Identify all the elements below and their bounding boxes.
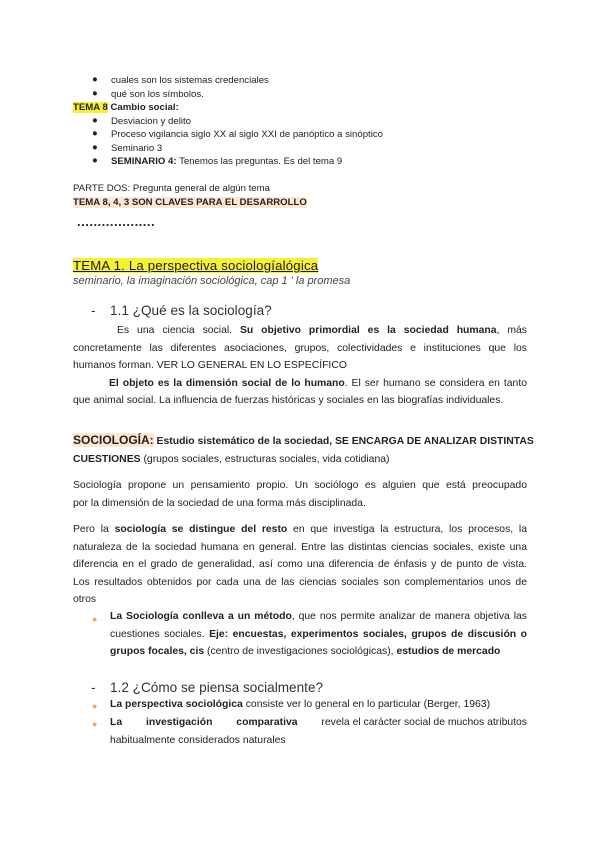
list-item: cuales son los sistemas credenciales (111, 75, 269, 86)
paragraph-sociologia-2 (73, 521, 527, 609)
text-line (73, 432, 534, 451)
list-item (110, 714, 527, 749)
bullet-dot: ● (92, 142, 98, 153)
text-line (110, 714, 527, 732)
list-item: qué son los símbolos. (111, 89, 204, 100)
sociologia-word: SOCIOLOGÍA: (73, 433, 154, 447)
text-line (110, 608, 527, 626)
list-item: Proceso vigilancia siglo XX al siglo XXI de panóptico a sinóptico (111, 129, 383, 140)
text-line: concretamente las diferentes asociaciones, grupos, colectividades e instituciones que los (73, 342, 527, 354)
text-line (73, 322, 527, 340)
bullet-dot: ● (92, 701, 98, 711)
paragraph-sociologia-1 (73, 477, 527, 512)
paragraph-1-1-a (73, 322, 527, 410)
bullet-dot: ● (92, 115, 98, 126)
parte-dos: PARTE DOS: Pregunta general de algún tema (73, 183, 270, 194)
tema1-title (73, 258, 318, 273)
section-heading-1-2: 1.2 ¿Cómo se piensa socialmente? (110, 680, 324, 695)
bullet-dot: ● (92, 155, 98, 166)
bold-span: La perspectiva sociológica (110, 699, 243, 710)
bold-span: La (110, 717, 123, 728)
bold-span: CUESTIONES (73, 453, 141, 465)
claves-note (73, 196, 307, 209)
text-span: , más (496, 325, 528, 336)
list-item: Desviacion y delito (111, 116, 191, 127)
text-line: humanos forman. VER LO GENERAL EN LO ESPECÍFICO (73, 360, 347, 372)
bold-span: Estudio sistemático de la sociedad, SE ENCARGA DE ANALIZAR DISTINTAS (153, 436, 534, 447)
bold-span: La Sociología conlleva a un método (110, 611, 292, 622)
list-item (111, 155, 342, 168)
text-span: (centro de investigaciones sociológicas), (204, 646, 397, 658)
text-line: por la dimensión de la sociedad de una forma más disciplinada. (73, 497, 366, 509)
text-span: consiste ver lo general en lo particular (Berger, 1963) (242, 699, 491, 710)
list-item (110, 696, 527, 714)
bullet-dot: ● (92, 74, 98, 85)
section-dash: - (91, 303, 96, 318)
section-heading-1-1: 1.1 ¿Qué es la sociología? (110, 303, 272, 318)
text-line: naturaleza de la sociedad humana en general. Entre las distintas ciencias sociales, existe una (73, 541, 527, 553)
text-span: cuestiones sociales. (110, 628, 210, 640)
text-span: en que investiga la estructura, los procesos, la (287, 524, 528, 535)
text-span: (grupos sociales, estructuras sociales, vida cotidiana) (140, 453, 390, 465)
seminar-text: Tenemos las preguntas. Es del tema 9 (176, 156, 343, 167)
bold-span: Eje: encuestas, experimentos sociales, grupos de discusión o (209, 628, 527, 640)
text-line: Sociología propone un pensamiento propio. Un sociólogo es alguien que está preocupado (73, 480, 527, 491)
bold-span: comparativa (236, 717, 298, 728)
text-span: Es una ciencia social. (117, 325, 240, 336)
tema8-label: TEMA 8 (73, 102, 108, 113)
seminar-label: SEMINARIO 4: (111, 156, 177, 167)
bold-span: estudios de mercado (396, 646, 501, 658)
text-line: que animal social. La influencia de fuerzas históricas y sociales en las biografías individuales. (73, 395, 504, 407)
text-line (73, 375, 527, 393)
text-span: revela el carácter social de muchos atributos (321, 717, 527, 728)
tema1-title-text: TEMA 1. La perspectiva sociologíalógica (73, 258, 319, 273)
bold-span: Su objetivo primordial es la sociedad humana (239, 325, 497, 336)
text-line (73, 521, 527, 539)
text-line (73, 451, 527, 469)
text-span: , que nos permite analizar de manera objetiva las (291, 611, 528, 622)
list-item: Seminario 3 (111, 143, 163, 154)
text-span: Pero la (73, 524, 115, 535)
bold-span: investigación (146, 717, 213, 728)
tema8-title: Cambio social: (107, 102, 179, 113)
section-dash: - (91, 680, 96, 695)
bullet-dot: ● (92, 719, 98, 729)
bold-span: sociología se distingue del resto (114, 524, 288, 535)
text-line (110, 643, 527, 661)
text-span: . El ser humano se considera en tanto (344, 377, 527, 389)
text-line: habitualmente considerados naturales (110, 734, 286, 746)
method-bullet (110, 608, 527, 661)
text-line: diferencia en el grado de generalidad, así como una diferencia de énfasis y de punto de vista. (73, 559, 527, 571)
text-line: otros (73, 594, 97, 606)
bold-span: El objeto es la dimensión social de lo humano (109, 377, 345, 389)
bullet-dot: ● (92, 88, 98, 99)
sociologia-definition (73, 432, 534, 468)
tema1-subtitle: seminario, la imaginación sociológica, cap 1 ' la promesa (73, 275, 351, 287)
text-line (110, 626, 527, 644)
bullet-dot: ● (92, 614, 98, 624)
bullet-dot: ● (92, 128, 98, 139)
claves-text: TEMA 8, 4, 3 SON CLAVES PARA EL DESARROLLO (73, 197, 307, 208)
tema8-heading (73, 101, 179, 114)
dots-separator: ................... (77, 214, 156, 229)
text-line: Los resultados obtenidos por cada una de las ciencias sociales son complementarios unos de (73, 576, 527, 588)
bold-span: grupos focales, cis (110, 646, 205, 658)
